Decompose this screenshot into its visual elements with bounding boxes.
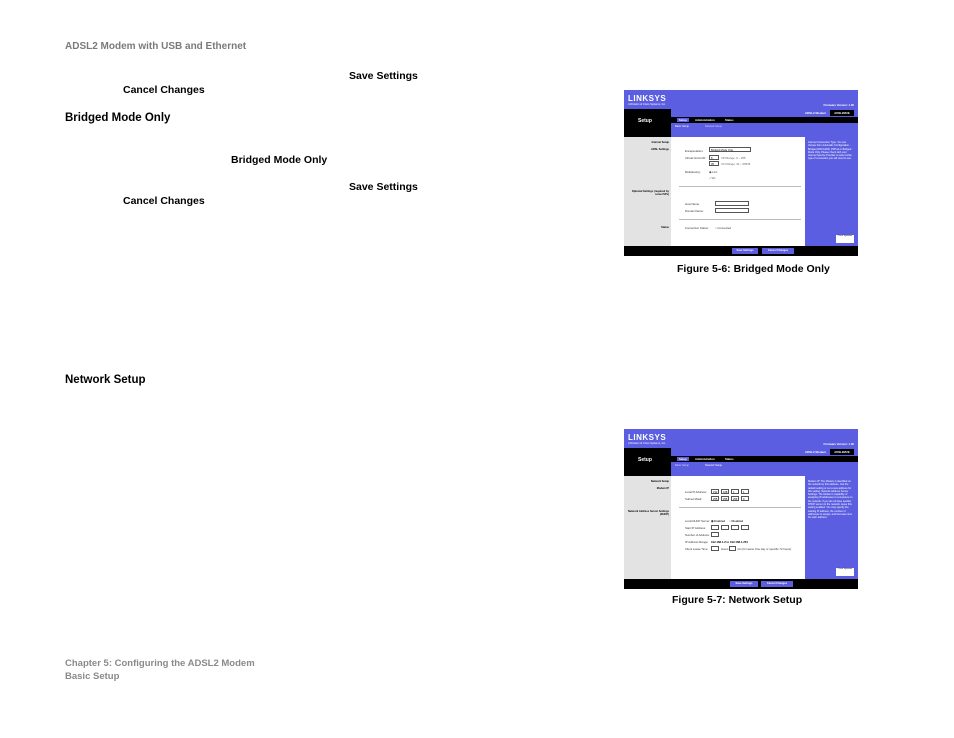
section-heading-network: Network Setup xyxy=(65,374,146,386)
running-header: ADSL2 Modem with USB and Ethernet xyxy=(65,41,247,52)
subtab-network-setup[interactable]: Network Setup xyxy=(705,464,723,467)
label-optional-settings: Optional Settings (required by some ISPs) xyxy=(631,190,669,196)
subnet-octet-2[interactable]: 255 xyxy=(723,498,728,501)
product-name: ADSL2 Modem xyxy=(804,450,826,454)
local-ip-label: Local IP Address: xyxy=(685,490,707,494)
router-topbar xyxy=(624,429,858,448)
section-label: Setup xyxy=(638,457,652,463)
connection-status-value: ○ Connected xyxy=(715,226,731,230)
encapsulation-select[interactable]: Bridged Mode Only xyxy=(709,147,751,152)
label-internet-setup: Internet Setup xyxy=(651,141,669,144)
cisco-logo: Cisco Systems xyxy=(836,235,854,243)
tab-setup[interactable]: Setup xyxy=(679,118,687,122)
cancel-changes-button[interactable]: Cancel Changes xyxy=(762,248,794,254)
lease-time-label: Client Lease Time: xyxy=(685,547,709,551)
sub-tabs xyxy=(671,462,858,476)
section-block xyxy=(624,448,671,476)
local-ip-octet-2[interactable]: 168 xyxy=(723,491,728,494)
cancel-changes-button[interactable]: Cancel Changes xyxy=(761,581,793,587)
vc-label: VC xyxy=(711,176,716,180)
cancel-changes-label: Cancel Changes xyxy=(123,195,205,207)
figure-bridged-mode-screenshot xyxy=(624,90,858,256)
subnet-mask-label: Subnet Mask: xyxy=(685,497,703,501)
ip-range-value: 192.168.1.2 to 192.168.1.254 xyxy=(711,540,748,544)
multiplexing-label: Multiplexing: xyxy=(685,170,701,174)
figure-caption: Figure 5-6: Bridged Mode Only xyxy=(677,263,830,275)
domain-name-label: Domain Name: xyxy=(685,209,704,213)
settings-main-area xyxy=(671,137,805,246)
vpi-range: VPI Range: 0 ~ 255 xyxy=(721,156,746,160)
model-badge: ADSL2MUE xyxy=(830,449,854,455)
linksys-logo: LINKSYS xyxy=(628,433,667,442)
figure-network-setup-screenshot xyxy=(624,429,858,589)
product-name: ADSL2 Modem xyxy=(804,111,826,115)
firmware-version: Firmware Version: 1.00 xyxy=(823,103,854,107)
dhcp-disabled-label: Disabled xyxy=(731,519,744,523)
divider xyxy=(679,186,801,187)
label-modem-ip: Modem IP xyxy=(656,487,669,490)
label-status: Status xyxy=(661,226,669,229)
bridged-mode-label: Bridged Mode Only xyxy=(231,154,328,166)
encapsulation-label: Encapsulation: xyxy=(685,149,704,153)
section-heading-bridged: Bridged Mode Only xyxy=(65,112,171,124)
subnet-octet-3[interactable]: 255 xyxy=(733,498,738,501)
settings-left-column xyxy=(624,476,671,579)
start-ip-octet[interactable] xyxy=(711,525,719,530)
firmware-version: Firmware Version: 1.00 xyxy=(823,442,854,446)
vci-range: VCI Range: 32 ~ 65535 xyxy=(721,162,751,166)
dhcp-enabled-label: Enabled xyxy=(714,519,726,523)
section-label: Setup xyxy=(638,118,652,124)
product-strip xyxy=(671,109,858,117)
subnet-octet-1[interactable]: 255 xyxy=(713,498,718,501)
tab-status[interactable]: Status xyxy=(725,457,734,461)
lease-hours-unit: Hours xyxy=(721,547,729,551)
local-ip-octet-4[interactable]: 1 xyxy=(741,489,749,494)
subtab-network-setup[interactable]: Network Setup xyxy=(705,125,723,128)
number-of-address-input[interactable] xyxy=(711,532,719,537)
lease-min-unit: min (0 means One day or specific 72 hours) xyxy=(737,547,792,551)
label-network-setup: Network Setup xyxy=(650,480,669,483)
start-ip-label: Start IP Address: xyxy=(685,526,706,530)
save-settings-button[interactable]: Save Settings xyxy=(732,248,758,254)
divider xyxy=(679,219,801,220)
model-badge: ADSL2MUE xyxy=(830,110,854,116)
llc-radio[interactable]: ◉ LLC xyxy=(709,170,718,174)
dhcp-enabled-radio[interactable]: ◉ Enabled xyxy=(711,519,726,523)
figure-caption: Figure 5-7: Network Setup xyxy=(672,594,803,606)
host-name-input[interactable] xyxy=(715,201,749,206)
vpi-input[interactable]: 8 xyxy=(709,155,719,160)
section-block xyxy=(624,109,671,137)
footer-chapter: Chapter 5: Configuring the ADSL2 Modem xyxy=(65,658,255,669)
subtab-basic-setup[interactable]: Basic Setup xyxy=(675,464,689,467)
tab-status[interactable]: Status xyxy=(725,118,734,122)
label-adsl-settings: ADSL Settings xyxy=(651,148,669,151)
help-column xyxy=(805,476,858,579)
lease-hours-input[interactable] xyxy=(711,546,719,551)
tab-administration[interactable]: Administration xyxy=(695,118,715,122)
help-column xyxy=(805,137,858,246)
button-bar xyxy=(624,579,858,589)
cancel-changes-label: Cancel Changes xyxy=(123,84,205,96)
local-ip-octet-3[interactable]: 1 xyxy=(731,489,739,494)
save-settings-label: Save Settings xyxy=(349,181,418,193)
llc-label: LLC xyxy=(712,170,718,174)
connection-status-text: Connected xyxy=(717,226,731,230)
settings-main-area xyxy=(671,476,805,579)
domain-name-input[interactable] xyxy=(715,208,749,213)
virtual-circuit-label: Virtual Circuit ID: xyxy=(685,156,706,160)
label-dhcp-settings: Network Address Server Settings (DHCP) xyxy=(628,510,669,516)
host-name-label: Host Name: xyxy=(685,202,700,206)
logo-subtitle: A Division of Cisco Systems, Inc. xyxy=(628,103,666,106)
cisco-logo: Cisco Systems xyxy=(836,568,854,576)
divider xyxy=(679,507,801,508)
ip-range-label: IP Address Range: xyxy=(685,540,709,544)
tab-administration[interactable]: Administration xyxy=(695,457,715,461)
connection-status-label: Connection Status: xyxy=(685,226,709,230)
help-text: Internet Connection Type: You can choose from Automatic Configuration - Bridged (RFC1483), PPPoA or Bridged Mode Only. Please check with your Internet Service Provider to select what type of connection you will need to use. xyxy=(808,141,852,161)
button-bar xyxy=(624,246,858,256)
start-ip-octet[interactable] xyxy=(731,525,739,530)
tab-setup[interactable]: Setup xyxy=(679,457,687,461)
save-settings-label: Save Settings xyxy=(349,70,418,82)
save-settings-button[interactable]: Save Settings xyxy=(730,581,758,587)
vci-input[interactable]: 35 xyxy=(709,161,719,166)
local-ip-octet-1[interactable]: 192 xyxy=(713,491,718,494)
lease-min-input[interactable] xyxy=(729,546,736,551)
vc-radio[interactable]: ○ VC xyxy=(709,176,716,180)
help-text: Modem IP: The Modem is identified on the network by this address. Use the default setting or set a new address for this setting. Network Address Server Settings: The Modem's capability of assigning IP addresses to computers on the network. If you do not have another DHCP server on the network, leave this setting enabled. You may specify the starting IP address, the number of addresses to assign, and the lease time for each address. xyxy=(808,480,853,520)
linksys-logo: LINKSYS xyxy=(628,94,667,103)
subnet-octet-4[interactable]: 0 xyxy=(741,496,749,501)
footer-section: Basic Setup xyxy=(65,671,120,682)
product-strip xyxy=(671,448,858,456)
start-ip-octet[interactable] xyxy=(741,525,749,530)
sub-tabs xyxy=(671,123,858,137)
dhcp-server-label: Local DHCP Server: xyxy=(685,519,711,523)
subtab-basic-setup[interactable]: Basic Setup xyxy=(675,125,689,128)
settings-left-column xyxy=(624,137,671,246)
router-topbar xyxy=(624,90,858,109)
logo-subtitle: A Division of Cisco Systems, Inc. xyxy=(628,442,666,445)
number-of-address-label: Number of Address: xyxy=(685,533,710,537)
dhcp-disabled-radio[interactable]: ○ Disabled xyxy=(729,519,744,523)
start-ip-octet[interactable] xyxy=(721,525,729,530)
